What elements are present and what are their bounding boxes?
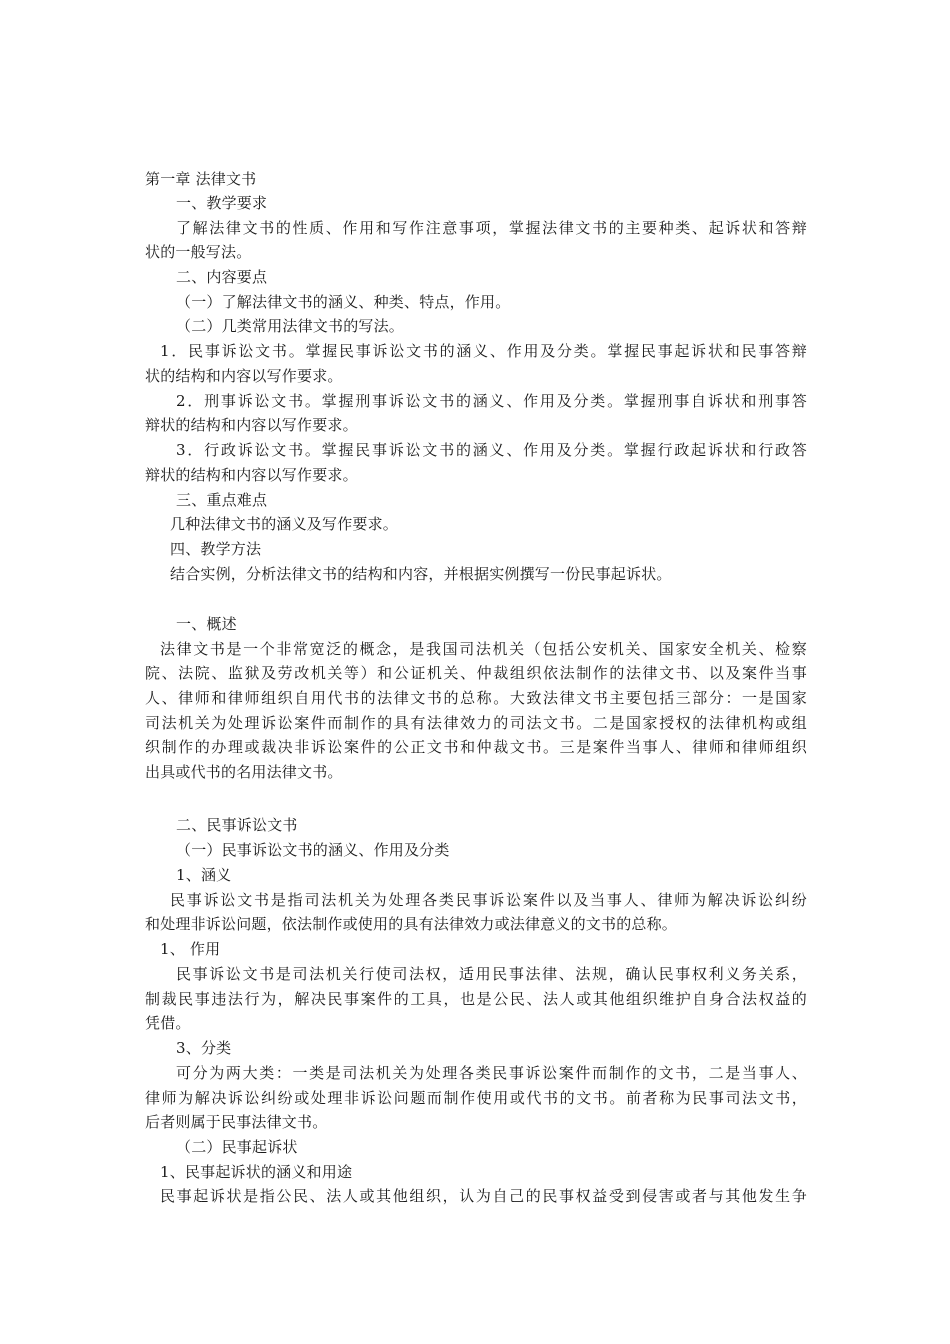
paragraph-line: 结合实例，分析法律文书的结构和内容，并根据实例撰写一份民事起诉状。 <box>170 565 672 583</box>
paragraph-line: 制裁民事违法行为，解决民事案件的工具，也是公民、法人或其他组织维护自身合法权益的 <box>145 990 807 1008</box>
paragraph-line: 人、律师和律师组织自用代书的法律文书的总称。大致法律文书主要包括三部分：一是国家 <box>145 689 807 707</box>
subsection-heading: 1、 作用 <box>160 940 221 958</box>
subsection-heading: （二）民事起诉状 <box>176 1138 298 1156</box>
paragraph-line: 院、法院、监狱及劳改机关等）和公证机关、仲裁组织依法制作的法律文书、以及案件当事 <box>145 664 807 682</box>
paragraph-line: 和处理非诉讼问题，依法制作或使用的具有法律效力或法律意义的文书的总称。 <box>145 915 678 933</box>
subsection-heading: （一）民事诉讼文书的涵义、作用及分类 <box>176 841 450 859</box>
list-item: 2．刑事诉讼文书。掌握刑事诉讼文书的涵义、作用及分类。掌握刑事自诉状和刑事答 <box>176 392 807 410</box>
paragraph-line: 辩状的结构和内容以写作要求。 <box>145 466 358 484</box>
paragraph-line: 辩状的结构和内容以写作要求。 <box>145 416 358 434</box>
list-item: 3．行政诉讼文书。掌握民事诉讼文书的涵义、作用及分类。掌握行政起诉状和行政答 <box>176 441 807 459</box>
paragraph-line: 几种法律文书的涵义及写作要求。 <box>170 515 399 533</box>
list-item: （一）了解法律文书的涵义、种类、特点，作用。 <box>176 293 511 311</box>
paragraph-line: 后者则属于民事法律文书。 <box>145 1113 328 1131</box>
list-item: （二）几类常用法律文书的写法。 <box>176 317 405 335</box>
paragraph-line: 民事诉讼文书是司法机关行使司法权，适用民事法律、法规，确认民事权利义务关系， <box>176 965 807 983</box>
paragraph-line: 司法机关为处理诉讼案件而制作的具有法律效力的司法文书。二是国家授权的法律机构或组 <box>145 714 807 732</box>
section-heading: 一、概述 <box>176 615 237 633</box>
list-item: 1．民事诉讼文书。掌握民事诉讼文书的涵义、作用及分类。掌握民事起诉状和民事答辩 <box>160 342 807 360</box>
subsection-heading: 1、涵义 <box>176 866 232 884</box>
paragraph-line: 了解法律文书的性质、作用和写作注意事项，掌握法律文书的主要种类、起诉状和答辩 <box>176 219 807 237</box>
section-heading: 二、民事诉讼文书 <box>176 816 298 834</box>
section-heading: 四、教学方法 <box>170 540 262 558</box>
paragraph-line: 民事起诉状是指公民、法人或其他组织，认为自己的民事权益受到侵害或者与其他发生争 <box>160 1187 807 1205</box>
paragraph-line: 出具或代书的名用法律文书。 <box>145 763 343 781</box>
section-heading: 一、教学要求 <box>176 194 268 212</box>
paragraph-line: 可分为两大类：一类是司法机关为处理各类民事诉讼案件而制作的文书，二是当事人、 <box>176 1064 807 1082</box>
paragraph-line: 状的结构和内容以写作要求。 <box>145 367 343 385</box>
subsection-heading: 3、分类 <box>176 1039 232 1057</box>
section-heading: 二、内容要点 <box>176 268 268 286</box>
paragraph-line: 民事诉讼文书是指司法机关为处理各类民事诉讼案件以及当事人、律师为解决诉讼纠纷 <box>170 891 807 909</box>
subsection-heading: 1、民事起诉状的涵义和用途 <box>160 1163 353 1181</box>
paragraph-line: 法律文书是一个非常宽泛的概念，是我国司法机关（包括公安机关、国家安全机关、检察 <box>160 640 807 658</box>
paragraph-line: 律师为解决诉讼纠纷或处理非诉讼问题而制作使用或代书的文书。前者称为民事司法文书， <box>145 1089 807 1107</box>
paragraph-line: 织制作的办理或裁决非诉讼案件的公正文书和仲裁文书。三是案件当事人、律师和律师组织 <box>145 738 807 756</box>
paragraph-line: 凭借。 <box>145 1014 191 1032</box>
section-heading: 三、重点难点 <box>176 491 268 509</box>
paragraph-line: 状的一般写法。 <box>145 243 252 261</box>
chapter-title: 第一章 法律文书 <box>145 170 257 188</box>
